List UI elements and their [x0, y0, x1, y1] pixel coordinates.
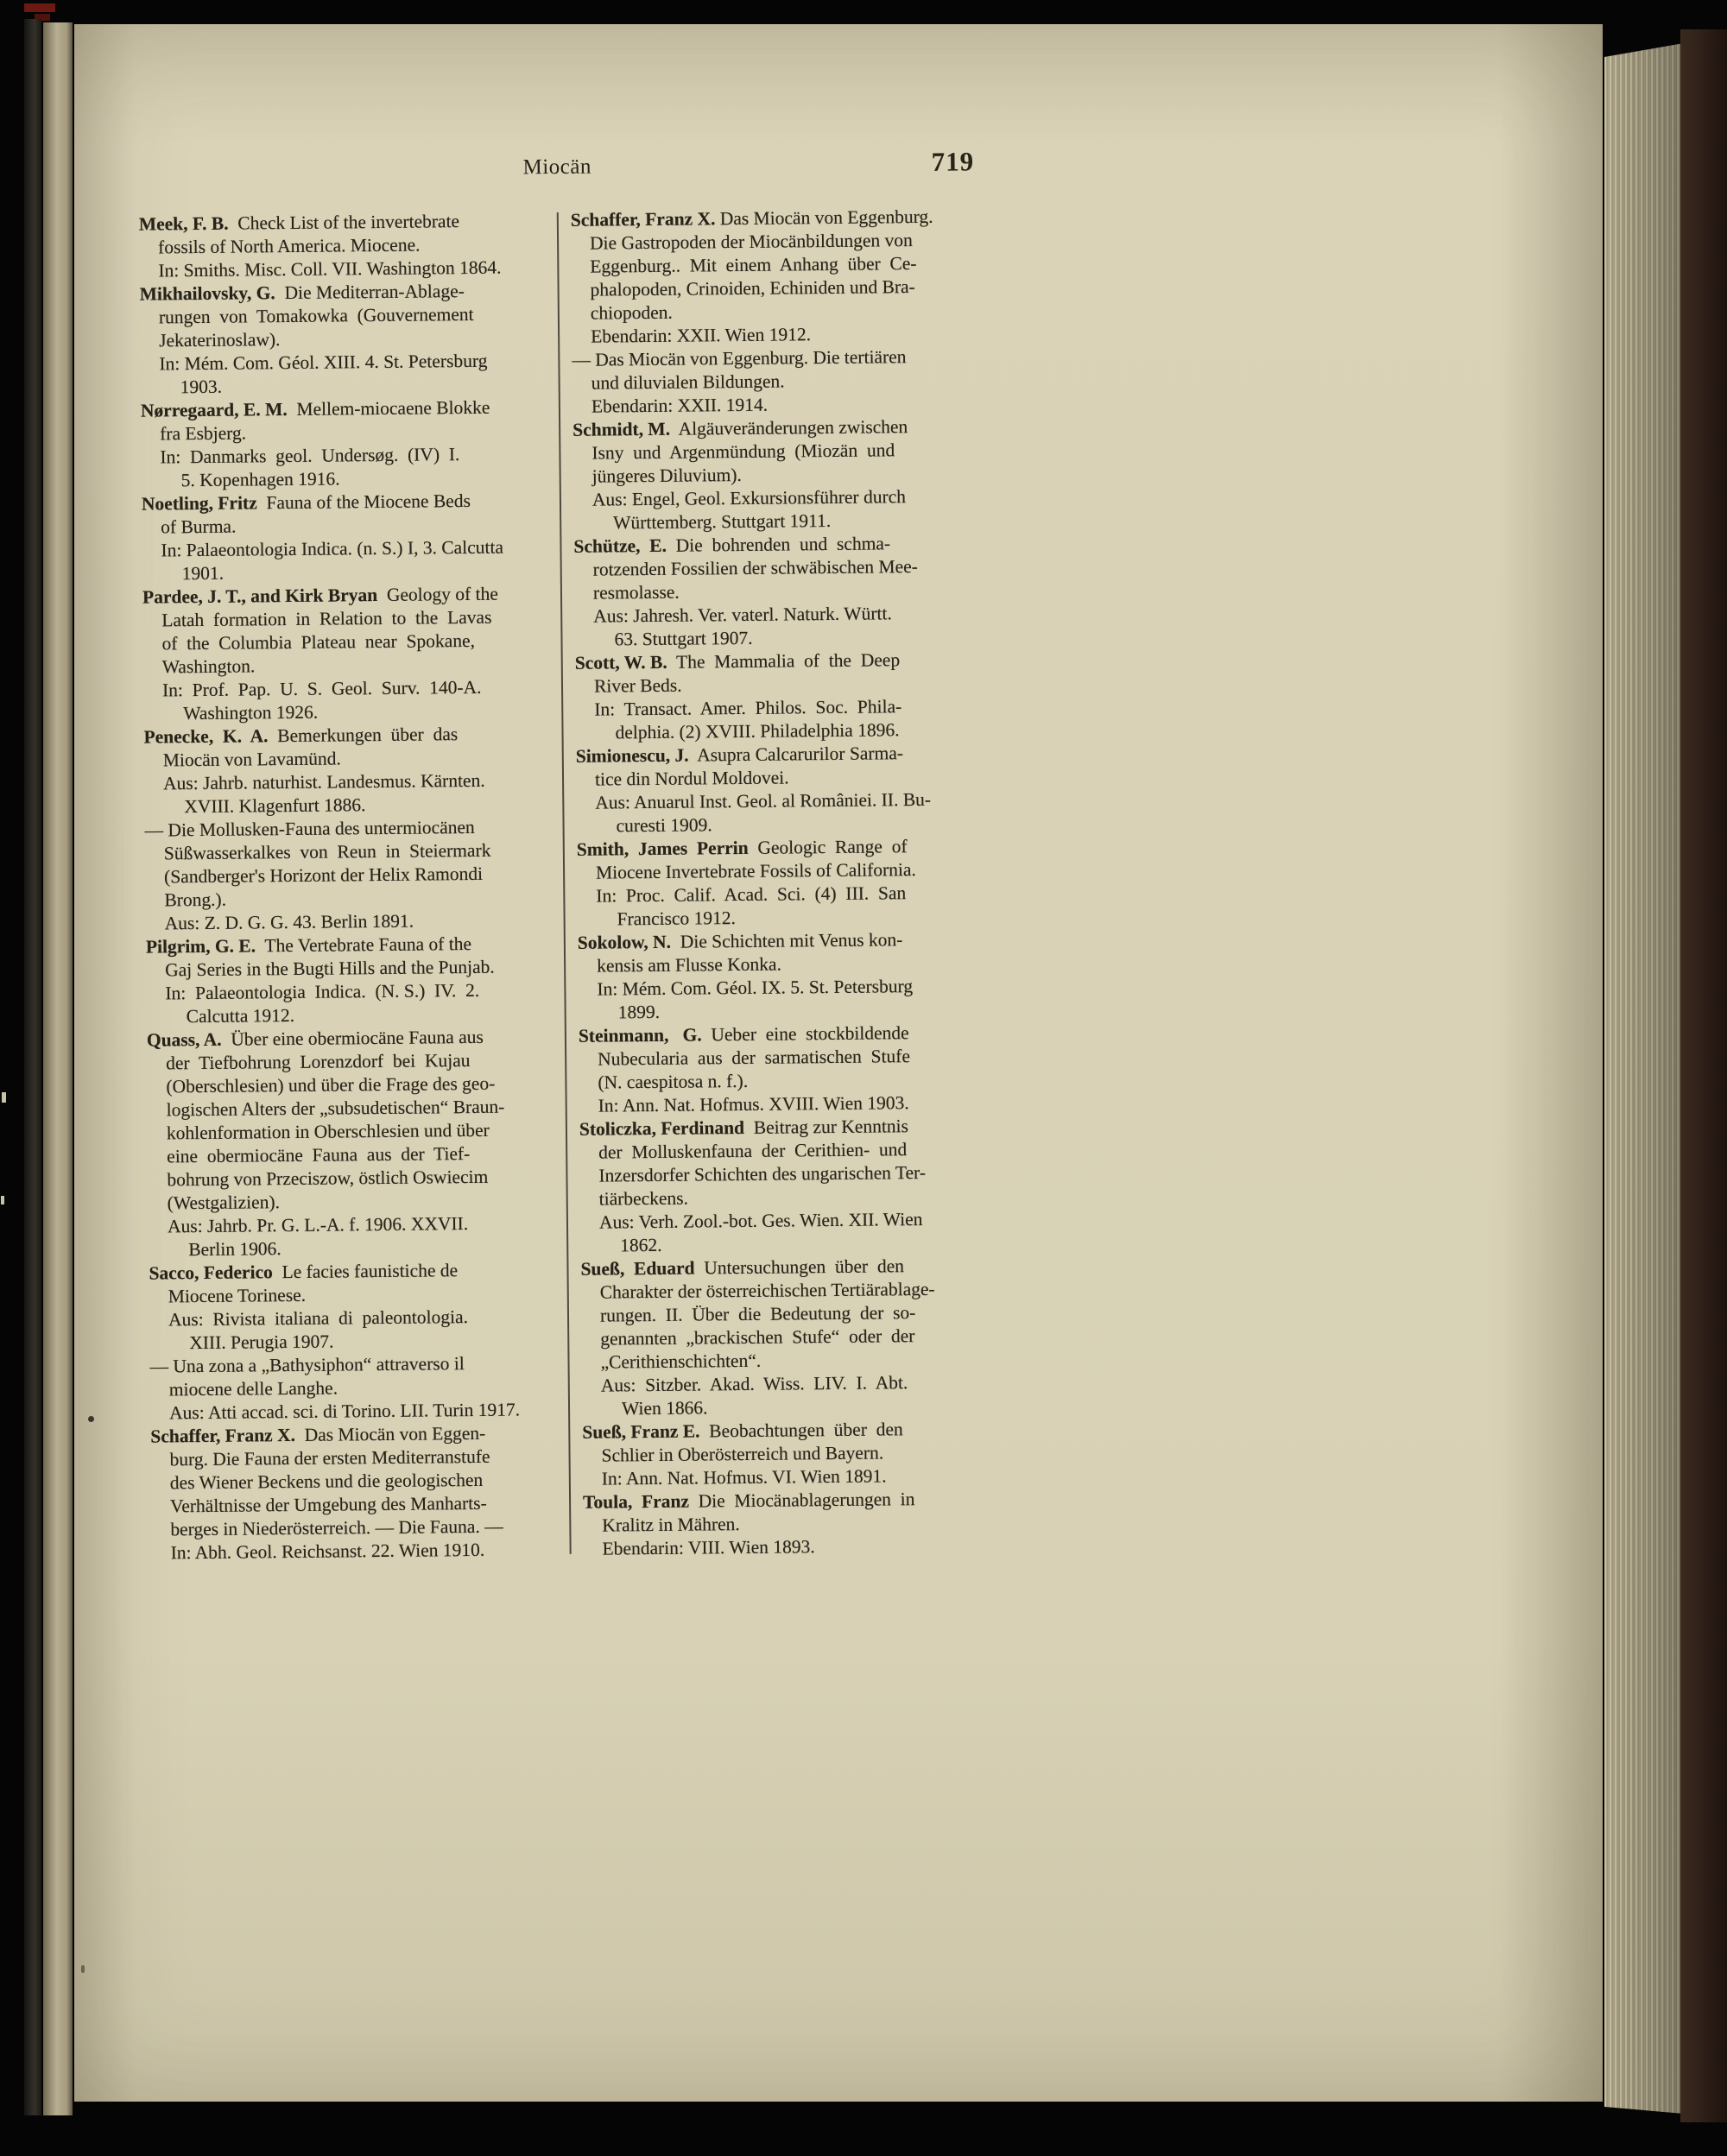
entry-text: Washington 1926.: [183, 701, 319, 724]
bibliography-entry: [579, 1021, 985, 1118]
page-title: Miocän: [522, 155, 592, 180]
entry-text: 63. Stuttgart 1907.: [614, 627, 753, 650]
entry-text: Beobachtungen über den: [699, 1419, 903, 1442]
page-number: 719: [931, 146, 975, 177]
entry-text: Gaj Series in the Bugti Hills and the Punjab.: [165, 956, 495, 981]
entry-text: Aus: Engel, Geol. Exkursionsführer durch: [591, 486, 907, 510]
entry-text: fra Esbjerg.: [160, 422, 247, 445]
adjacent-page-edge: [43, 22, 73, 2115]
entry-text: The Mammalia of the Deep: [667, 649, 901, 673]
entry-text: Beitrag zur Kenntnis: [743, 1116, 909, 1138]
entry-text: Das Miocän von Eggen-: [294, 1422, 486, 1445]
entry-text: eine obermiocäne Fauna aus der Tief-: [167, 1143, 471, 1167]
entry-text: jüngeres Diluvium).: [591, 464, 742, 487]
author-name: Sokolow, N.: [577, 931, 672, 953]
entry-text: Aus: Atti accad. sci. di Torino. LII. Turin 1917.: [168, 1399, 521, 1424]
author-name: Schaffer, Franz X.: [570, 208, 716, 231]
entry-text: Latah formation in Relation to the Lavas: [161, 606, 492, 631]
bibliography-entry: [571, 205, 978, 349]
scan-artifact: [1, 1196, 4, 1204]
bibliography-entry: [572, 345, 978, 419]
entry-text: Aus: Rivista italiana di paleontologia.: [168, 1306, 469, 1331]
author-name: Mikhailovsky, G.: [139, 282, 275, 305]
entry-text: In: Abh. Geol. Reichsanst. 22. Wien 1910.: [170, 1539, 485, 1564]
entry-text: Wien 1866.: [621, 1397, 708, 1419]
entry-text: rungen von Tomakowka (Gouvernement: [158, 303, 474, 328]
entry-text: (Sandberger's Horizont der Helix Ramondi: [163, 863, 484, 888]
entry-text: 5. Kopenhagen 1916.: [180, 468, 340, 491]
entry-text: — Die Mollusken-Fauna des untermiocänen: [144, 816, 475, 841]
entry-text: Bemerkungen über das: [268, 724, 459, 747]
ink-speck: [81, 1965, 85, 1973]
author-name: Simionescu, J.: [575, 744, 689, 767]
entry-line: [145, 838, 551, 866]
entry-text: Verhältnisse der Umgebung des Manharts-: [169, 1492, 487, 1517]
entry-text: 1862.: [620, 1234, 662, 1256]
bibliography-entry: [577, 834, 984, 932]
entry-text: des Wiener Beckens und die geologischen: [169, 1469, 484, 1494]
entry-text: Berlin 1906.: [188, 1238, 282, 1261]
entry-line: [583, 1533, 989, 1561]
author-name: Smith, James Perrin: [576, 837, 749, 860]
bibliography-entry: [149, 1258, 555, 1356]
entry-text: Ueber eine stockbildende: [701, 1022, 909, 1046]
entry-text: — Una zona a „Bathysiphon“ attraverso il: [149, 1353, 465, 1377]
entry-text: XVIII. Klagenfurt 1886.: [184, 794, 366, 818]
entry-text: Süßwasserkalkes von Reun in Steiermark: [163, 839, 491, 864]
entry-text: Das Miocän von Eggenburg.: [715, 205, 933, 230]
author-name: Penecke, K. A.: [143, 725, 269, 748]
entry-line: [571, 205, 977, 232]
entry-text: rungen. II. Über die Bedeutung der so-: [599, 1302, 916, 1326]
entry-text: Check List of the invertebrate: [228, 211, 460, 234]
entry-text: In: Transact. Amer. Philos. Soc. Phila-: [594, 696, 902, 720]
entry-text: Inzersdorfer Schichten des ungarischen Ter-: [598, 1161, 927, 1186]
entry-text: Jekaterinoslaw).: [159, 329, 281, 351]
bibliography-entry: [149, 1351, 556, 1426]
entry-text: In: Ann. Nat. Hofmus. XVIII. Wien 1903.: [598, 1092, 909, 1116]
entry-text: Isny und Argenmündung (Miozän und: [591, 439, 895, 464]
entry-text: berges in Niederösterreich. — Die Fauna. —: [170, 1515, 503, 1540]
entry-text: Über eine obermiocäne Fauna aus: [221, 1026, 484, 1050]
entry-text: Geology of the: [377, 583, 498, 606]
page-content: [138, 141, 990, 1565]
entry-text: Asupra Calcarurilor Sarma-: [688, 743, 904, 766]
entry-text: Geologic Range of: [748, 836, 908, 858]
entry-text: chiopoden.: [590, 301, 673, 324]
entry-text: Die Gastropoden der Miocänbildungen von: [589, 230, 913, 254]
entry-text: burg. Die Fauna der ersten Mediterranstufe: [169, 1445, 490, 1470]
entry-text: bohrung von Przeciszow, östlich Oswiecim: [167, 1166, 489, 1191]
entry-text: River Beds.: [593, 674, 682, 697]
entry-text: Miocene Torinese.: [168, 1284, 307, 1307]
entry-line: [571, 251, 977, 279]
entry-text: In: Palaeontologia Indica. (n. S.) I, 3. Calcutta: [161, 536, 504, 561]
entry-line: [576, 787, 982, 815]
entry-text: Nubecularia aus der sarmatischen Stufe: [598, 1046, 911, 1070]
scan-artifact: [2, 1092, 6, 1103]
bibliography-entry: [146, 932, 553, 1029]
entry-text: Charakter der österreichischen Tertiärablage-: [599, 1278, 935, 1303]
entry-text: Aus: Jahrb. naturhist. Landesmus. Kärnten.: [162, 769, 485, 794]
bibliography-entry: [576, 741, 983, 838]
entry-text: Die bohrenden und schma-: [666, 533, 891, 556]
entry-text: Mellem-miocaene Blokke: [287, 396, 490, 420]
entry-text: Fauna of the Miocene Beds: [256, 490, 471, 514]
entry-text: 1899.: [617, 1001, 661, 1023]
entry-text: XIII. Perugia 1907.: [189, 1331, 334, 1354]
entry-text: 1903.: [180, 376, 223, 398]
entry-text: logischen Alters der „subsudetischen“ Braun-: [166, 1096, 505, 1121]
entry-text: Die Schichten mit Venus kon-: [670, 929, 903, 952]
bibliography-entry: [142, 582, 550, 726]
author-name: Schütze, E.: [573, 534, 667, 557]
bibliography-entry: [573, 414, 979, 535]
entry-line: [148, 1095, 554, 1122]
bibliography-entry: [143, 722, 550, 819]
entry-text: Aus: Jahrb. Pr. G. L.-A. f. 1906. XXVII.: [167, 1213, 469, 1237]
author-name: Schaffer, Franz X.: [150, 1424, 296, 1447]
bibliography-columns: [139, 205, 990, 1565]
author-name: Nørregaard, E. M.: [140, 399, 288, 421]
entry-text: kohlenformation in Oberschlesien und über: [166, 1119, 490, 1144]
entry-line: [151, 1514, 557, 1542]
entry-text: Ebendarin: XXII. 1914.: [591, 394, 769, 417]
entry-text: tice din Nordul Moldovei.: [594, 767, 789, 790]
entry-text: Aus: Verh. Zool.-bot. Ges. Wien. XII. Wien: [598, 1208, 923, 1233]
bibliography-entry: [573, 531, 980, 652]
entry-line: [579, 1160, 985, 1188]
entry-text: der Molluskenfauna der Cerithien- und: [598, 1139, 908, 1163]
author-name: Noetling, Fritz: [141, 492, 257, 515]
entry-text: In: Prof. Pap. U. S. Geol. Surv. 140-A.: [161, 676, 482, 701]
entry-text: Aus: Sitzber. Akad. Wiss. LIV. I. Abt.: [600, 1372, 908, 1396]
entry-text: Die Miocänablagerungen in: [688, 1489, 915, 1512]
entry-text: miocene delle Langhe.: [168, 1377, 338, 1400]
entry-text: phalopoden, Crinoiden, Echiniden und Bra-: [590, 276, 915, 300]
bibliography-entry: [583, 1487, 990, 1561]
entry-line: [152, 1538, 558, 1565]
entry-text: der Tiefbohrung Lorenzdorf bei Kujau: [166, 1050, 471, 1074]
entry-text: Calcutta 1912.: [186, 1004, 295, 1027]
entry-text: Brong.).: [164, 888, 227, 911]
ink-speck: [88, 1416, 94, 1422]
entry-line: [142, 535, 547, 563]
author-name: Sueß, Eduard: [580, 1257, 695, 1280]
entry-line: [142, 605, 548, 633]
entry-text: Algäuveränderungen zwischen: [669, 416, 908, 439]
bibliography-entry: [580, 1254, 988, 1421]
entry-text: In: Proc. Calif. Acad. Sci. (4) III. San: [596, 882, 907, 907]
entry-text: (Oberschlesien) und über die Frage des geo-: [166, 1072, 496, 1097]
bibliography-entry: [578, 927, 984, 1025]
entry-line: [139, 256, 545, 283]
author-name: Steinmann, G.: [578, 1024, 702, 1046]
author-name: Meek, F. B.: [138, 212, 229, 235]
bibliography-entry: [150, 1421, 558, 1565]
entry-text: of the Columbia Plateau near Spokane,: [161, 629, 476, 654]
entry-text: Ebendarin: VIII. Wien 1893.: [602, 1536, 815, 1559]
entry-text: Miocän von Lavamünd.: [162, 748, 341, 771]
entry-text: Washington.: [161, 655, 256, 678]
entry-text: In: Danmarks geol. Undersøg. (IV) I.: [160, 444, 460, 468]
bibliography-entry: [139, 209, 546, 283]
entry-text: In: Mém. Com. Géol. IX. 5. St. Petersburg: [597, 976, 914, 1000]
entry-text: Schlier in Oberösterreich und Bayern.: [601, 1442, 884, 1466]
entry-text: rotzenden Fossilien der schwäbischen Mee-: [592, 556, 918, 580]
book-page: [74, 24, 1603, 2102]
entry-text: of Burma.: [161, 515, 237, 538]
bibliography-entry: [579, 1114, 987, 1258]
author-name: Scott, W. B.: [574, 651, 667, 673]
entry-text: Kralitz in Mähren.: [602, 1514, 740, 1536]
author-name: Stoliczka, Ferdinand: [579, 1116, 745, 1140]
entry-text: 1901.: [181, 562, 225, 585]
column-divider: [557, 212, 572, 1554]
entry-text: — Das Miocän von Eggenburg. Die tertiären: [572, 346, 907, 370]
entry-text: „Cerithienschichten“.: [600, 1350, 762, 1373]
entry-text: und diluvialen Bildungen.: [591, 370, 785, 394]
author-name: Toula, Franz: [582, 1490, 690, 1513]
entry-text: In: Ann. Nat. Hofmus. VI. Wien 1891.: [601, 1465, 887, 1489]
bibliography-entry: [575, 648, 982, 745]
entry-text: Aus: Jahresh. Ver. vaterl. Naturk. Württ.: [593, 603, 892, 627]
page-stack-edge: [1604, 43, 1684, 2117]
entry-text: genannten „brackischen Stufe“ oder der: [600, 1325, 915, 1350]
bibliography-entry: [147, 1025, 555, 1261]
entry-text: delphia. (2) XVIII. Philadelphia 1896.: [615, 719, 900, 743]
bibliography-entry: [144, 815, 551, 936]
entry-text: Die Mediterran-Ablage-: [275, 281, 465, 304]
bibliography-entry: [582, 1417, 989, 1491]
adjacent-page-shadow: [24, 19, 41, 2115]
entry-text: Ebendarin: XXII. Wien 1912.: [591, 324, 812, 347]
entry-line: [146, 955, 552, 983]
author-name: Sueß, Franz E.: [582, 1420, 700, 1443]
entry-text: The Vertebrate Fauna of the: [255, 933, 472, 957]
entry-text: tiärbeckens.: [598, 1187, 689, 1210]
entry-text: resmolasse.: [592, 581, 680, 604]
author-name: Pilgrim, G. E.: [145, 935, 256, 958]
entry-text: kensis am Flusse Konka.: [597, 953, 782, 977]
entry-text: Miocene Invertebrate Fossils of California.: [595, 859, 916, 883]
bibliography-entry: [140, 279, 547, 400]
entry-text: curesti 1909.: [616, 814, 712, 837]
entry-line: [141, 395, 547, 423]
entry-text: Le facies faunistiche de: [272, 1260, 459, 1283]
right-column: [571, 205, 990, 1560]
entry-line: [140, 349, 546, 376]
bibliography-entry: [142, 489, 548, 586]
entry-line: [150, 1398, 556, 1426]
entry-text: (Westgalizien).: [167, 1192, 281, 1214]
book-cover-edge: [1680, 29, 1727, 2122]
entry-text: fossils of North America. Miocene.: [158, 234, 421, 258]
entry-text: Württemberg. Stuttgart 1911.: [613, 509, 832, 534]
entry-text: In: Mém. Com. Géol. XIII. 4. St. Petersburg: [159, 350, 488, 375]
entry-line: [581, 1277, 987, 1305]
author-name: Pardee, J. T., and Kirk Bryan: [142, 585, 378, 608]
scan-artifact: [24, 3, 55, 12]
entry-text: Aus: Anuarul Inst. Geol. al României. II. Bu-: [595, 788, 932, 813]
author-name: Schmidt, M.: [573, 418, 671, 440]
entry-text: Untersuchungen über den: [694, 1255, 905, 1279]
bibliography-entry: [141, 395, 547, 493]
author-name: Sacco, Federico: [149, 1261, 273, 1284]
entry-text: Aus: Z. D. G. G. 43. Berlin 1891.: [164, 910, 414, 934]
page-header: [138, 141, 976, 190]
entry-text: In: Smiths. Misc. Coll. VII. Washington 1864.: [158, 256, 502, 281]
left-column: [139, 209, 558, 1565]
author-name: Quass, A.: [146, 1028, 222, 1051]
entry-text: Francisco 1912.: [617, 907, 737, 930]
entry-text: Eggenburg.. Mit einem Anhang über Ce-: [590, 253, 917, 277]
entry-text: (N. caespitosa n. f.).: [598, 1070, 749, 1093]
entry-text: In: Palaeontologia Indica. (N. S.) IV. 2.: [165, 979, 480, 1004]
